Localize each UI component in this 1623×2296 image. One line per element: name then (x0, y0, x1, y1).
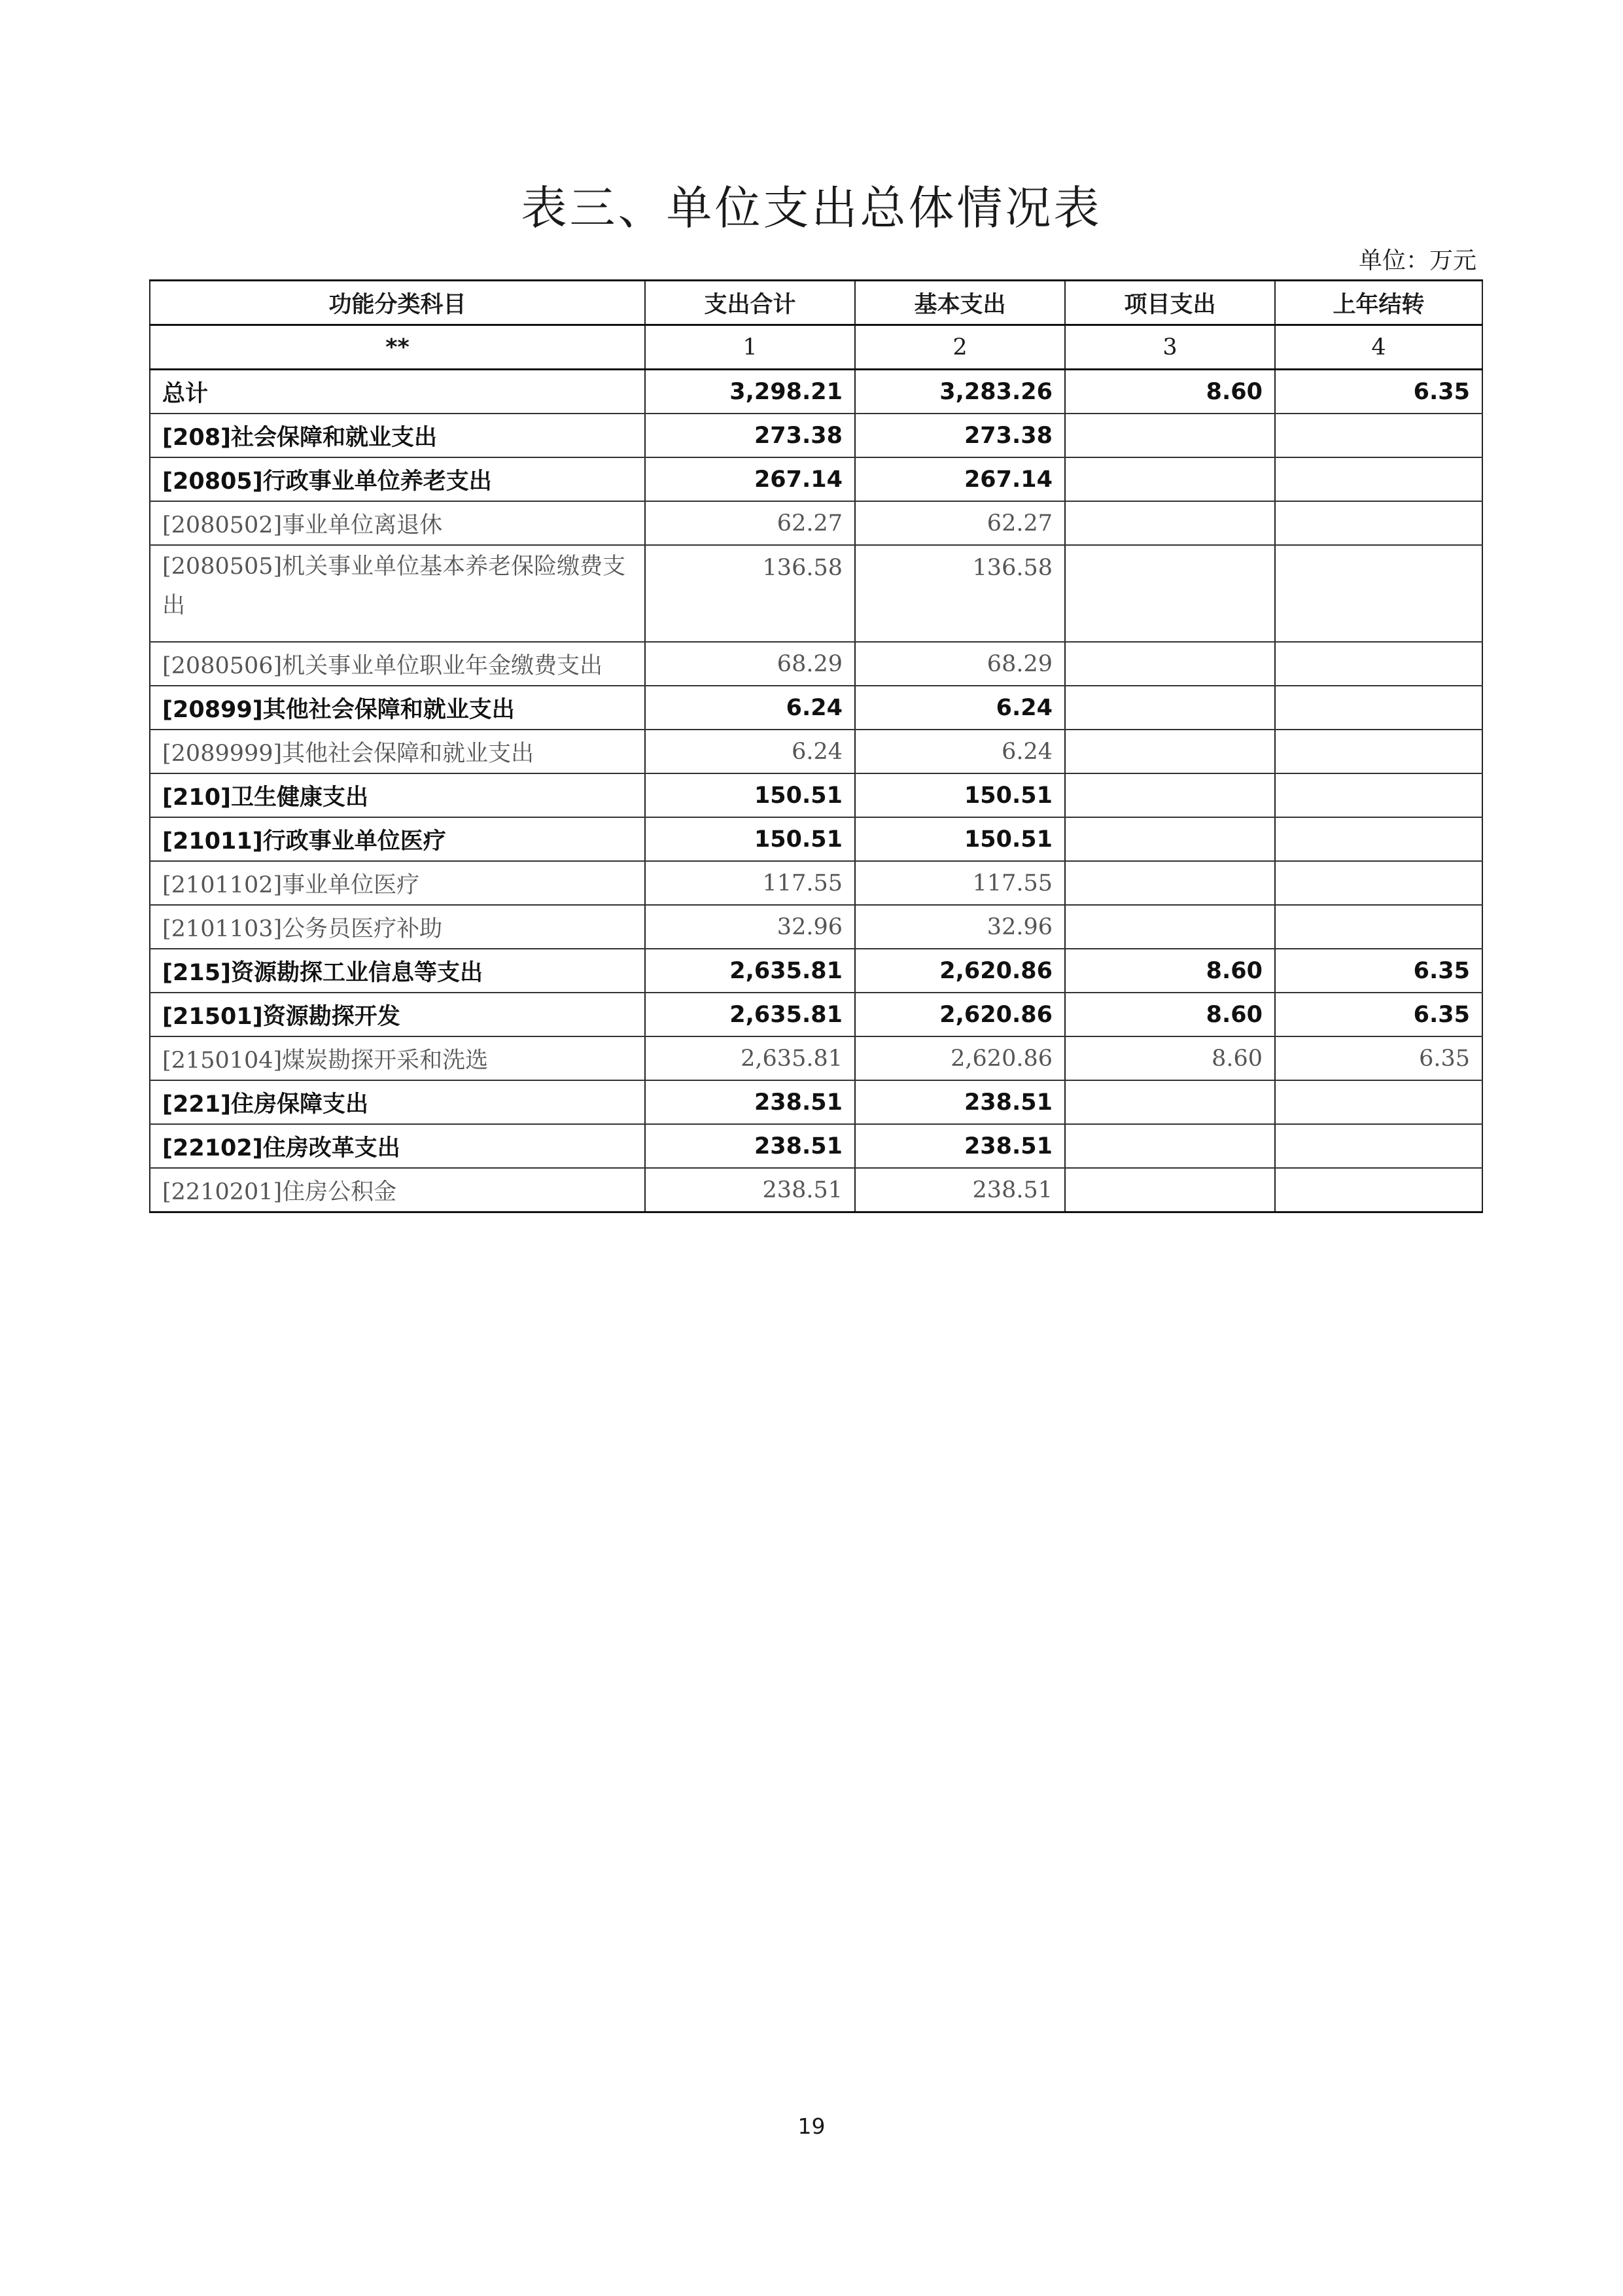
project-cell (1065, 457, 1275, 501)
table-row (150, 1168, 1482, 1212)
index-cell: 1 (645, 325, 855, 370)
index-cell: 2 (855, 325, 1065, 370)
basic-cell: 68.29 (855, 642, 1065, 686)
category-cell: [210]卫生健康支出 (150, 773, 645, 817)
table-header-row (150, 281, 1482, 325)
basic-cell: 238.51 (855, 1124, 1065, 1168)
carryover-cell (1275, 773, 1482, 817)
project-cell (1065, 686, 1275, 730)
project-cell (1065, 1124, 1275, 1168)
table-row (150, 642, 1482, 686)
table-row (150, 905, 1482, 949)
total-cell: 6.24 (645, 730, 855, 773)
total-cell: 117.55 (645, 861, 855, 905)
header-category: 功能分类科目 (150, 281, 645, 325)
total-cell: 3,298.21 (645, 370, 855, 414)
carryover-cell (1275, 686, 1482, 730)
project-cell: 8.60 (1065, 370, 1275, 414)
basic-cell: 238.51 (855, 1168, 1065, 1212)
carryover-cell (1275, 817, 1482, 861)
category-cell: 总计 (150, 370, 645, 414)
carryover-cell (1275, 414, 1482, 457)
index-cell: ** (150, 325, 645, 370)
project-cell (1065, 905, 1275, 949)
table-row (150, 1036, 1482, 1080)
project-cell (1065, 817, 1275, 861)
header-carryover: 上年结转 (1275, 281, 1482, 325)
basic-cell: 2,620.86 (855, 993, 1065, 1036)
carryover-cell (1275, 905, 1482, 949)
project-cell (1065, 1080, 1275, 1124)
index-row (150, 325, 1482, 370)
carryover-cell (1275, 861, 1482, 905)
project-cell (1065, 545, 1275, 642)
total-cell: 6.24 (645, 686, 855, 730)
expenditure-table (149, 279, 1483, 1213)
total-cell: 2,635.81 (645, 1036, 855, 1080)
project-cell (1065, 1168, 1275, 1212)
table-row (150, 414, 1482, 457)
page-title: 表三、单位支出总体情况表 (521, 181, 1102, 235)
total-cell: 2,635.81 (645, 993, 855, 1036)
category-cell: [21501]资源勘探开发 (150, 993, 645, 1036)
carryover-cell (1275, 642, 1482, 686)
carryover-cell (1275, 1124, 1482, 1168)
category-cell: [2080502]事业单位离退休 (150, 501, 645, 545)
table-row (150, 686, 1482, 730)
carryover-cell (1275, 1168, 1482, 1212)
basic-cell: 117.55 (855, 861, 1065, 905)
index-cell: 4 (1275, 325, 1482, 370)
table-row (150, 730, 1482, 773)
basic-cell: 267.14 (855, 457, 1065, 501)
total-cell: 32.96 (645, 905, 855, 949)
header-total: 支出合计 (645, 281, 855, 325)
project-cell (1065, 773, 1275, 817)
total-cell: 150.51 (645, 817, 855, 861)
table-row (150, 949, 1482, 993)
category-cell: [2089999]其他社会保障和就业支出 (150, 730, 645, 773)
project-cell (1065, 501, 1275, 545)
total-cell: 273.38 (645, 414, 855, 457)
total-cell: 238.51 (645, 1080, 855, 1124)
carryover-cell: 6.35 (1275, 993, 1482, 1036)
total-cell: 68.29 (645, 642, 855, 686)
table-row (150, 817, 1482, 861)
project-cell (1065, 861, 1275, 905)
carryover-cell: 6.35 (1275, 1036, 1482, 1080)
total-cell: 150.51 (645, 773, 855, 817)
category-cell: [22102]住房改革支出 (150, 1124, 645, 1168)
basic-cell: 32.96 (855, 905, 1065, 949)
total-cell: 2,635.81 (645, 949, 855, 993)
basic-cell: 150.51 (855, 817, 1065, 861)
total-cell: 238.51 (645, 1168, 855, 1212)
total-cell: 136.58 (645, 545, 855, 642)
category-cell: [215]资源勘探工业信息等支出 (150, 949, 645, 993)
table-row (150, 545, 1482, 642)
category-cell: [20805]行政事业单位养老支出 (150, 457, 645, 501)
basic-cell: 2,620.86 (855, 949, 1065, 993)
project-cell (1065, 414, 1275, 457)
carryover-cell (1275, 545, 1482, 642)
basic-cell: 62.27 (855, 501, 1065, 545)
category-cell: [2210201]住房公积金 (150, 1168, 645, 1212)
page-number: 19 (797, 2113, 826, 2139)
carryover-cell (1275, 1080, 1482, 1124)
carryover-cell (1275, 730, 1482, 773)
category-cell: [2150104]煤炭勘探开采和洗选 (150, 1036, 645, 1080)
table-row (150, 1124, 1482, 1168)
table-row (150, 457, 1482, 501)
table-row (150, 861, 1482, 905)
table-row (150, 993, 1482, 1036)
category-cell: [21011]行政事业单位医疗 (150, 817, 645, 861)
project-cell: 8.60 (1065, 949, 1275, 993)
basic-cell: 273.38 (855, 414, 1065, 457)
category-cell: [2101102]事业单位医疗 (150, 861, 645, 905)
table-row (150, 773, 1482, 817)
category-cell: [2101103]公务员医疗补助 (150, 905, 645, 949)
category-cell: [208]社会保障和就业支出 (150, 414, 645, 457)
table-row (150, 501, 1482, 545)
category-cell: [2080505]机关事业单位基本养老保险缴费支出 (150, 545, 645, 642)
project-cell: 8.60 (1065, 1036, 1275, 1080)
project-cell (1065, 642, 1275, 686)
basic-cell: 150.51 (855, 773, 1065, 817)
basic-cell: 2,620.86 (855, 1036, 1065, 1080)
basic-cell: 3,283.26 (855, 370, 1065, 414)
table-row (150, 1080, 1482, 1124)
unit-label: 单位：万元 (1358, 247, 1476, 274)
carryover-cell (1275, 501, 1482, 545)
index-cell: 3 (1065, 325, 1275, 370)
basic-cell: 136.58 (855, 545, 1065, 642)
basic-cell: 6.24 (855, 730, 1065, 773)
total-cell: 238.51 (645, 1124, 855, 1168)
header-project: 项目支出 (1065, 281, 1275, 325)
basic-cell: 238.51 (855, 1080, 1065, 1124)
project-cell (1065, 730, 1275, 773)
total-cell: 267.14 (645, 457, 855, 501)
category-cell: [20899]其他社会保障和就业支出 (150, 686, 645, 730)
carryover-cell (1275, 457, 1482, 501)
carryover-cell: 6.35 (1275, 370, 1482, 414)
category-cell: [2080506]机关事业单位职业年金缴费支出 (150, 642, 645, 686)
header-basic: 基本支出 (855, 281, 1065, 325)
project-cell: 8.60 (1065, 993, 1275, 1036)
total-cell: 62.27 (645, 501, 855, 545)
carryover-cell: 6.35 (1275, 949, 1482, 993)
table-row (150, 370, 1482, 414)
basic-cell: 6.24 (855, 686, 1065, 730)
category-cell: [221]住房保障支出 (150, 1080, 645, 1124)
